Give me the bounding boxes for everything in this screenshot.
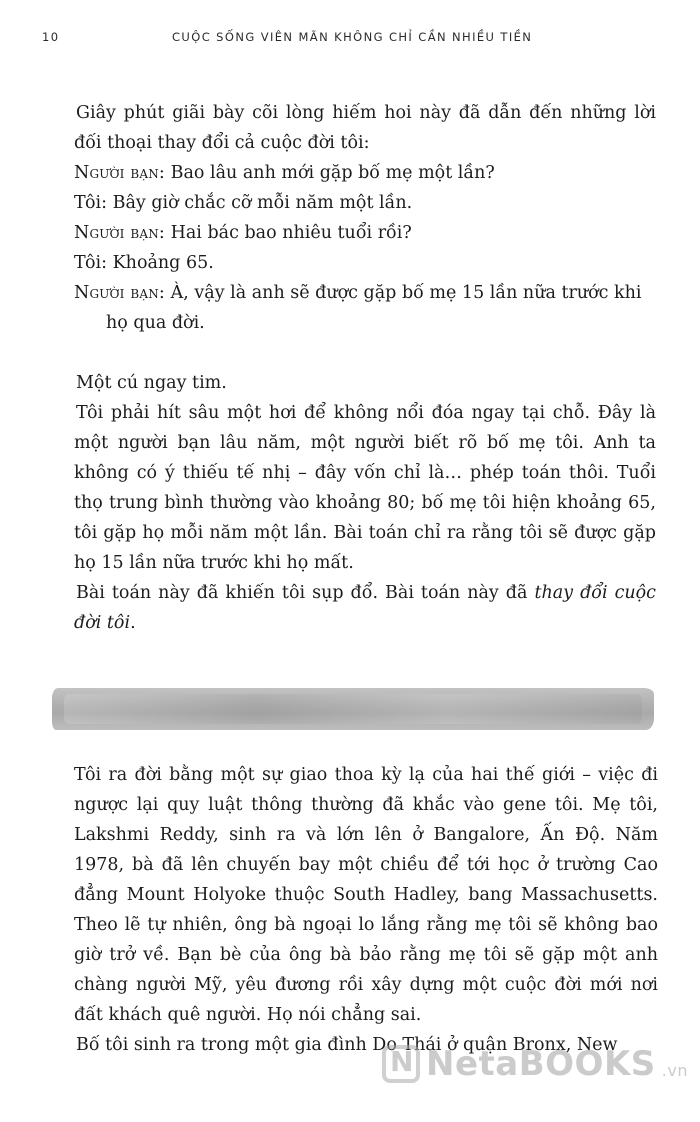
netabooks-logo-icon (382, 1045, 420, 1083)
watermark (382, 1042, 688, 1086)
speaker-label: Người bạn: (74, 223, 166, 243)
body-paragraph: Tôi phải hít sâu một hơi để không nổi đóa ngay tại chỗ. Đây là một người bạn lâu năm, một người biết rõ bố mẹ tôi. Anh ta không có ý thiếu tế nhị – đây vốn chỉ là… phép toán thôi. Tuổi thọ trung bình thường vào khoảng 80; bố mẹ tôi hiện khoảng 65, tôi gặp họ mỗi năm một lần. Bài toán chỉ ra rằng tôi sẽ được gặp họ 15 lần nữa trước khi họ mất. (74, 403, 656, 573)
dialogue-text: À, vậy là anh sẽ được gặp bố mẹ 15 lần nữa trước khi họ qua đời. (106, 283, 642, 333)
dialogue-text: Bây giờ chắc cỡ mỗi năm một lần. (107, 193, 413, 213)
section-two (74, 760, 658, 1060)
watermark-suffix: .vn (661, 1061, 688, 1080)
intro-paragraph: Giây phút giãi bày cõi lòng hiếm hoi này đã dẫn đến những lời đối thoại thay đổi cả cuộc đời tôi: (74, 103, 656, 153)
running-title: CUỘC SỐNG VIÊN MÃN KHÔNG CHỈ CẦN NHIỀU TIỀN (172, 30, 533, 44)
dialogue-text: Bao lâu anh mới gặp bố mẹ một lần? (165, 163, 495, 183)
closing-paragraph (74, 578, 656, 638)
closing-lead: Bài toán này đã khiến tôi sụp đổ. Bài toán này đã (76, 583, 535, 603)
dialogue-text: Hai bác bao nhiêu tuổi rồi? (165, 223, 412, 243)
dialogue-line (74, 218, 656, 248)
speaker-label: Tôi: (74, 253, 108, 273)
short-paragraph: Một cú ngay tim. (76, 373, 227, 393)
body-paragraph: Tôi ra đời bằng một sự giao thoa kỳ lạ của hai thế giới – việc đi ngược lại quy luật thông thường đã khắc vào gene tôi. Mẹ tôi, Lakshmi Reddy, sinh ra và lớn lên ở Bangalore, Ấn Độ. Năm 1978, bà đã lên chuyến bay một chiều để tới học ở trường Cao đẳng Mount Holyoke thuộc South Hadley, bang Massachusetts. Theo lẽ tự nhiên, ông bà ngoại lo lắng rằng mẹ tôi sẽ không bao giờ trở về. Bạn bè của ông bà bảo rằng mẹ tôi sẽ gặp một anh chàng người Mỹ, yêu đương rồi xây dựng một cuộc đời mới nơi đất khách quê người. Họ nói chẳng sai. (74, 765, 658, 1025)
body-paragraph: Bố tôi sinh ra trong một gia đình Do Thái ở quận Bronx, New (76, 1035, 618, 1055)
dialogue-line (74, 158, 656, 188)
speaker-label: Người bạn: (74, 283, 166, 303)
dialogue-text: Khoảng 65. (107, 253, 214, 273)
speaker-label: Người bạn: (74, 163, 166, 183)
dialogue-line (74, 188, 656, 218)
watermark-brand: NetaBOOKS (426, 1044, 656, 1084)
emphasis-text: thay đổi cuộc đời tôi (74, 583, 656, 633)
page-header (42, 30, 658, 52)
dialogue-line (74, 278, 656, 338)
page-number: 10 (42, 30, 60, 44)
section-divider (52, 688, 654, 730)
closing-end: . (130, 613, 136, 633)
section-one (74, 98, 656, 638)
dialogue-line (74, 248, 656, 278)
speaker-label: Tôi: (74, 193, 108, 213)
